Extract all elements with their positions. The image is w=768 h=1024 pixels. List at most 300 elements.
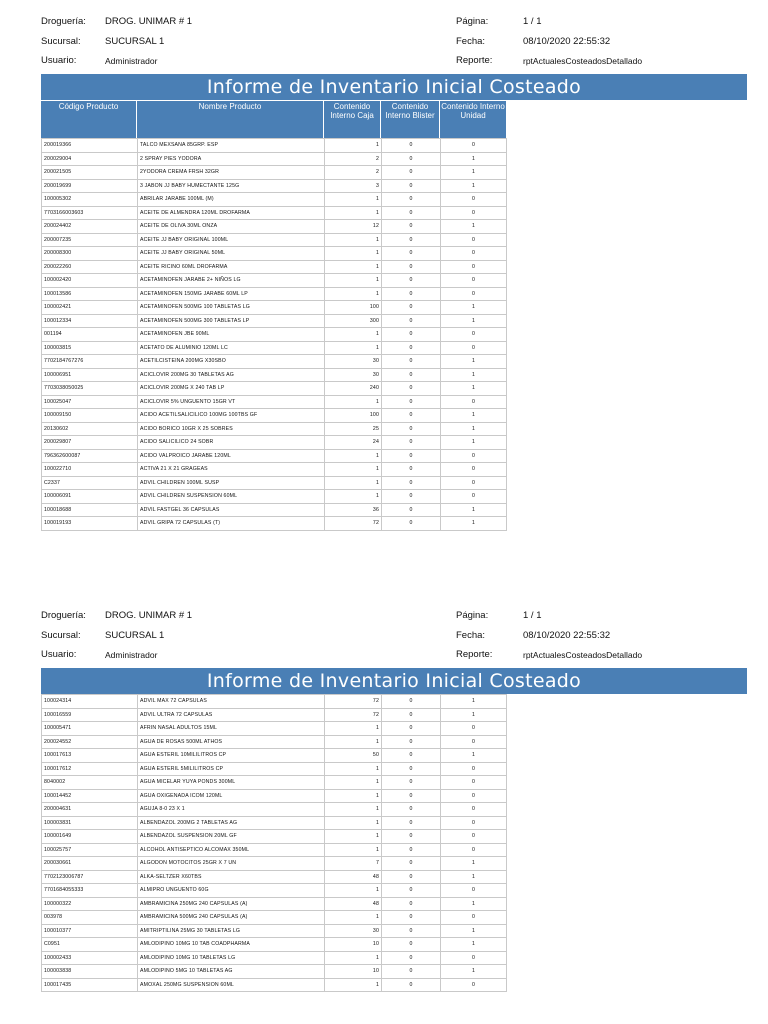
caja-cell: 1 [325,193,382,207]
caja-cell: 1 [325,341,382,355]
caja-cell: 1 [325,476,382,490]
table-row [42,490,507,504]
caja-cell: 24 [325,436,382,450]
drogueria-label: Droguería: [41,16,86,27]
codigo-cell: 7703166003603 [42,206,138,220]
nombre-cell: AGUJA 8-0 23 X 1 [138,803,325,817]
nombre-cell: AGUA ESTERIL 5MILILITROS CP [138,762,325,776]
unidad-cell: 0 [441,395,507,409]
table-row [42,314,507,328]
nombre-cell: AMBRAMICINA 250MG 240 CAPSULAS (A) [138,897,325,911]
caja-cell: 1 [325,287,382,301]
nombre-cell: ACICLOVIR 200MG X 240 TAB LP [138,382,325,396]
codigo-cell: 100010377 [42,924,138,938]
table-row [42,857,507,871]
unidad-cell: 0 [441,978,507,992]
nombre-cell: ACETATO DE ALUMINIO 120ML LC [138,341,325,355]
blister-cell: 0 [382,951,441,965]
nombre-cell: ADVIL FASTGEL 36 CAPSULAS [138,503,325,517]
nombre-cell: AGUA MICELAR YUYA PONDS 300ML [138,776,325,790]
caja-cell: 10 [325,965,382,979]
caja-cell: 1 [325,463,382,477]
caja-cell: 50 [325,749,382,763]
sucursal-label: Sucursal: [41,630,81,641]
nombre-cell: ACEITE RICINO 60ML DROFARMA [138,260,325,274]
caja-cell: 1 [325,274,382,288]
blister-cell: 0 [382,166,441,180]
caja-cell: 30 [325,368,382,382]
unidad-cell: 0 [441,951,507,965]
blister-cell: 0 [382,247,441,261]
sucursal-label: Sucursal: [41,36,81,47]
codigo-cell: 200019366 [42,139,138,153]
unidad-cell: 0 [441,776,507,790]
caja-cell: 1 [325,395,382,409]
caja-cell: 1 [325,139,382,153]
codigo-cell: 100022710 [42,463,138,477]
table-row [42,722,507,736]
codigo-cell: 100003831 [42,816,138,830]
unidad-cell: 0 [441,260,507,274]
codigo-cell: 100005471 [42,722,138,736]
pagina-value: 1 / 1 [523,610,542,621]
codigo-cell: 100002420 [42,274,138,288]
unidad-cell: 1 [441,965,507,979]
blister-cell: 0 [382,382,441,396]
reporte-label: Reporte: [456,649,493,660]
table-row [42,911,507,925]
caja-cell: 72 [325,517,382,531]
unidad-cell: 0 [441,816,507,830]
table-row [42,789,507,803]
nombre-cell: ACICLOVIR 5% UNGUENTO 15GR VT [138,395,325,409]
unidad-cell: 1 [441,436,507,450]
codigo-cell: 100000322 [42,897,138,911]
nombre-cell: ACETAMINOFEN 150MG JARABE 60ML LP [138,287,325,301]
nombre-cell: ACETAMINOFEN 500MG 300 TABLETAS LP [138,314,325,328]
blister-cell: 0 [382,978,441,992]
table-row [42,233,507,247]
caja-cell: 3 [325,179,382,193]
table-row [42,355,507,369]
table-row [42,476,507,490]
nombre-cell: 2 SPRAY PIES YODORA [138,152,325,166]
caja-cell: 1 [325,735,382,749]
codigo-cell: 200019699 [42,179,138,193]
codigo-cell: 200021505 [42,166,138,180]
codigo-cell: 100017613 [42,749,138,763]
unidad-cell: 1 [441,857,507,871]
nombre-cell: ACETAMINOFEN JBE 90ML [138,328,325,342]
blister-cell: 0 [382,449,441,463]
blister-cell: 0 [382,463,441,477]
column-header-codigo: Código Producto [41,101,137,139]
nombre-cell: AGUA DE ROSAS 500ML ATHOS [138,735,325,749]
caja-cell: 1 [325,816,382,830]
blister-cell: 0 [382,897,441,911]
table-row [42,735,507,749]
caja-cell: 48 [325,897,382,911]
unidad-cell: 1 [441,695,507,709]
nombre-cell: TALCO MEXSANA 85GRP. ESP [138,139,325,153]
fecha-value: 08/10/2020 22:55:32 [523,630,611,641]
table-row [42,193,507,207]
blister-cell: 0 [382,206,441,220]
blister-cell: 0 [382,517,441,531]
sucursal-value: SUCURSAL 1 [105,36,165,47]
reporte-label: Reporte: [456,55,493,66]
blister-cell: 0 [382,422,441,436]
unidad-cell: 0 [441,843,507,857]
usuario-label: Usuario: [41,649,77,660]
table-row [42,762,507,776]
table-row [42,274,507,288]
blister-cell: 0 [382,695,441,709]
blister-cell: 0 [382,803,441,817]
unidad-cell: 0 [441,287,507,301]
blister-cell: 0 [382,749,441,763]
table-row [42,436,507,450]
table-row [42,152,507,166]
unidad-cell: 1 [441,749,507,763]
blister-cell: 0 [382,911,441,925]
table-row [42,422,507,436]
nombre-cell: ALKA-SELTZER X60TBS [138,870,325,884]
blister-cell: 0 [382,395,441,409]
codigo-cell: 200024402 [42,220,138,234]
unidad-cell: 0 [441,274,507,288]
nombre-cell: ALCOHOL ANTISEPTICO ALCOMAX 350ML [138,843,325,857]
nombre-cell: ACIDO VALPROICO JARABE 120ML [138,449,325,463]
caja-cell: 36 [325,503,382,517]
blister-cell: 0 [382,924,441,938]
unidad-cell: 0 [441,789,507,803]
drogueria-value: DROG. UNIMAR # 1 [105,610,193,621]
caja-cell: 1 [325,260,382,274]
blister-cell: 0 [382,139,441,153]
codigo-cell: 100013586 [42,287,138,301]
blister-cell: 0 [382,193,441,207]
blister-cell: 0 [382,260,441,274]
codigo-cell: 003978 [42,911,138,925]
table-row [42,260,507,274]
table-row [42,463,507,477]
codigo-cell: 100016559 [42,708,138,722]
unidad-cell: 1 [441,924,507,938]
caja-cell: 1 [325,911,382,925]
blister-cell: 0 [382,436,441,450]
codigo-cell: 200024552 [42,735,138,749]
table-row [42,749,507,763]
unidad-cell: 0 [441,463,507,477]
table-row [42,220,507,234]
nombre-cell: AMITRIPTILINA 25MG 30 TABLETAS LG [138,924,325,938]
sucursal-value: SUCURSAL 1 [105,630,165,641]
nombre-cell: ALBENDAZOL 200MG 2 TABLETAS AG [138,816,325,830]
nombre-cell: ADVIL GRIPA 72 CAPSULAS (T) [138,517,325,531]
nombre-cell: ACIDO SALICILICO 24 SOBR [138,436,325,450]
table-row [42,328,507,342]
caja-cell: 10 [325,938,382,952]
codigo-cell: 796362600087 [42,449,138,463]
caja-cell: 1 [325,247,382,261]
caja-cell: 1 [325,490,382,504]
blister-cell: 0 [382,409,441,423]
usuario-value: Administrador [105,56,158,66]
table-row [42,830,507,844]
blister-cell: 0 [382,762,441,776]
caja-cell: 1 [325,978,382,992]
table-row [42,708,507,722]
codigo-cell: 100003838 [42,965,138,979]
table-row [42,341,507,355]
unidad-cell: 0 [441,490,507,504]
nombre-cell: ACEITE DE ALMENDRA 120ML DROFARMA [138,206,325,220]
blister-cell: 0 [382,341,441,355]
codigo-cell: 200029807 [42,436,138,450]
codigo-cell: 200029004 [42,152,138,166]
blister-cell: 0 [382,233,441,247]
nombre-cell: ACIDO BORICO 10GR X 25 SOBRES [138,422,325,436]
unidad-cell: 1 [441,301,507,315]
unidad-cell: 0 [441,233,507,247]
caja-cell: 12 [325,220,382,234]
pagina-value: 1 / 1 [523,16,542,27]
unidad-cell: 0 [441,449,507,463]
nombre-cell: AGUA OXIGENADA ICOM 120ML [138,789,325,803]
table-row [42,517,507,531]
caja-cell: 1 [325,776,382,790]
column-header-blister: Contenido Interno Blister [381,101,440,139]
blister-cell: 0 [382,830,441,844]
unidad-cell: 1 [441,382,507,396]
codigo-cell: 7702184767276 [42,355,138,369]
unidad-cell: 1 [441,220,507,234]
blister-cell: 0 [382,152,441,166]
table-row [42,803,507,817]
codigo-cell: 200004631 [42,803,138,817]
codigo-cell: 100014452 [42,789,138,803]
blister-cell: 0 [382,220,441,234]
blister-cell: 0 [382,355,441,369]
unidad-cell: 1 [441,897,507,911]
blister-cell: 0 [382,503,441,517]
caja-cell: 2 [325,166,382,180]
codigo-cell: 20130602 [42,422,138,436]
caja-cell: 1 [325,803,382,817]
table-row [42,301,507,315]
codigo-cell: 100018688 [42,503,138,517]
blister-cell: 0 [382,179,441,193]
unidad-cell: 0 [441,722,507,736]
nombre-cell: ACETAMINOFEN 500MG 100 TABLETAS LG [138,301,325,315]
nombre-cell: AMLODIPINO 5MG 10 TABLETAS AG [138,965,325,979]
unidad-cell: 0 [441,206,507,220]
blister-cell: 0 [382,870,441,884]
caja-cell: 1 [325,789,382,803]
codigo-cell: 200022260 [42,260,138,274]
nombre-cell: ADVIL ULTRA 72 CAPSULAS [138,708,325,722]
unidad-cell: 1 [441,368,507,382]
nombre-cell: AMLODIPINO 10MG 10 TAB COADPHARMA [138,938,325,952]
column-header-nombre: Nombre Producto [137,101,324,139]
table-row [42,816,507,830]
unidad-cell: 1 [441,409,507,423]
codigo-cell: 100019193 [42,517,138,531]
table-row [42,206,507,220]
report-title: Informe de Inventario Inicial Costeado [41,668,747,694]
unidad-cell: 1 [441,152,507,166]
codigo-cell: 100025047 [42,395,138,409]
nombre-cell: ACETAMINOFEN JARABE 2+ NIÑOS LG [138,274,325,288]
blister-cell: 0 [382,274,441,288]
codigo-cell: 100002433 [42,951,138,965]
unidad-cell: 1 [441,314,507,328]
blister-cell: 0 [382,314,441,328]
caja-cell: 1 [325,328,382,342]
unidad-cell: 1 [441,179,507,193]
nombre-cell: ALGODON MOTOCITOS 25GR X 7 UN [138,857,325,871]
unidad-cell: 0 [441,193,507,207]
codigo-cell: 7701684055333 [42,884,138,898]
usuario-value: Administrador [105,650,158,660]
table-row [42,870,507,884]
usuario-label: Usuario: [41,55,77,66]
nombre-cell: ACETILCISTEINA 200MG X30SBO [138,355,325,369]
table-header [41,101,506,139]
caja-cell: 48 [325,870,382,884]
codigo-cell: 100024314 [42,695,138,709]
codigo-cell: 100017435 [42,978,138,992]
nombre-cell: ADVIL CHILDREN SUSPENSION 60ML [138,490,325,504]
codigo-cell: 100006091 [42,490,138,504]
codigo-cell: 7703038050025 [42,382,138,396]
inventory-table [41,138,507,531]
caja-cell: 1 [325,206,382,220]
unidad-cell: 1 [441,422,507,436]
nombre-cell: ADVIL CHILDREN 100ML SUSP [138,476,325,490]
codigo-cell: C2337 [42,476,138,490]
codigo-cell: 200008300 [42,247,138,261]
unidad-cell: 0 [441,139,507,153]
nombre-cell: ACICLOVIR 200MG 30 TABLETAS AG [138,368,325,382]
unidad-cell: 0 [441,830,507,844]
nombre-cell: ABRILAR JARABE 100ML (M) [138,193,325,207]
caja-cell: 72 [325,695,382,709]
caja-cell: 30 [325,924,382,938]
unidad-cell: 0 [441,341,507,355]
nombre-cell: 2YODORA CREMA FRSH 32GR [138,166,325,180]
codigo-cell: 200030661 [42,857,138,871]
nombre-cell: ALBENDAZOL SUSPENSION 20ML GF [138,830,325,844]
column-header-unidad: Contenido Interno Unidad [441,102,505,120]
fecha-label: Fecha: [456,36,486,47]
unidad-cell: 0 [441,803,507,817]
table-row [42,503,507,517]
caja-cell: 1 [325,449,382,463]
codigo-cell: 8040002 [42,776,138,790]
table-row [42,965,507,979]
column-header-caja: Contenido Interno Caja [324,101,381,139]
blister-cell: 0 [382,776,441,790]
table-row [42,247,507,261]
blister-cell: 0 [382,368,441,382]
table-row [42,368,507,382]
nombre-cell: ACEITE JJ BABY ORIGINAL 100ML [138,233,325,247]
unidad-cell: 0 [441,735,507,749]
unidad-cell: 0 [441,762,507,776]
caja-cell: 72 [325,708,382,722]
table-row [42,382,507,396]
caja-cell: 7 [325,857,382,871]
codigo-cell: 7702123006787 [42,870,138,884]
codigo-cell: 100025757 [42,843,138,857]
nombre-cell: 3 JABON JJ BABY HUMECTANTE 125G [138,179,325,193]
nombre-cell: ACEITE JJ BABY ORIGINAL 50ML [138,247,325,261]
fecha-label: Fecha: [456,630,486,641]
unidad-cell: 1 [441,708,507,722]
blister-cell: 0 [382,816,441,830]
table-row [42,884,507,898]
nombre-cell: AMLODIPINO 10MG 10 TABLETAS LG [138,951,325,965]
table-row [42,978,507,992]
unidad-cell: 1 [441,503,507,517]
report-title: Informe de Inventario Inicial Costeado [41,74,747,100]
reporte-value: rptActualesCosteadosDetallado [523,650,643,660]
blister-cell: 0 [382,843,441,857]
blister-cell: 0 [382,476,441,490]
drogueria-label: Droguería: [41,610,86,621]
blister-cell: 0 [382,722,441,736]
codigo-cell: 100009150 [42,409,138,423]
nombre-cell: ADVIL MAX 72 CAPSULAS [138,695,325,709]
unidad-cell: 0 [441,328,507,342]
fecha-value: 08/10/2020 22:55:32 [523,36,611,47]
blister-cell: 0 [382,301,441,315]
caja-cell: 240 [325,382,382,396]
unidad-cell: 0 [441,911,507,925]
nombre-cell: ACEITE DE OLIVA 30ML ONZA [138,220,325,234]
blister-cell: 0 [382,857,441,871]
unidad-cell: 1 [441,938,507,952]
caja-cell: 1 [325,762,382,776]
unidad-cell: 0 [441,247,507,261]
blister-cell: 0 [382,490,441,504]
inventory-table [41,694,507,992]
blister-cell: 0 [382,328,441,342]
unidad-cell: 0 [441,884,507,898]
table-row [42,409,507,423]
unidad-cell: 1 [441,355,507,369]
unidad-cell: 0 [441,476,507,490]
blister-cell: 0 [382,938,441,952]
table-row [42,395,507,409]
unidad-cell: 1 [441,166,507,180]
caja-cell: 1 [325,884,382,898]
table-row [42,776,507,790]
table-row [42,843,507,857]
nombre-cell: ACTIVA 21 X 21 GRAGEAS [138,463,325,477]
codigo-cell: 100017612 [42,762,138,776]
codigo-cell: 200007235 [42,233,138,247]
reporte-value: rptActualesCosteadosDetallado [523,56,643,66]
codigo-cell: 001194 [42,328,138,342]
nombre-cell: ACIDO ACETILSALICILICO 100MG 100TBS GF [138,409,325,423]
codigo-cell: 100001649 [42,830,138,844]
nombre-cell: AMOXAL 250MG SUSPENSION 60ML [138,978,325,992]
nombre-cell: ALMIPRO UNGUENTO 60G [138,884,325,898]
caja-cell: 25 [325,422,382,436]
